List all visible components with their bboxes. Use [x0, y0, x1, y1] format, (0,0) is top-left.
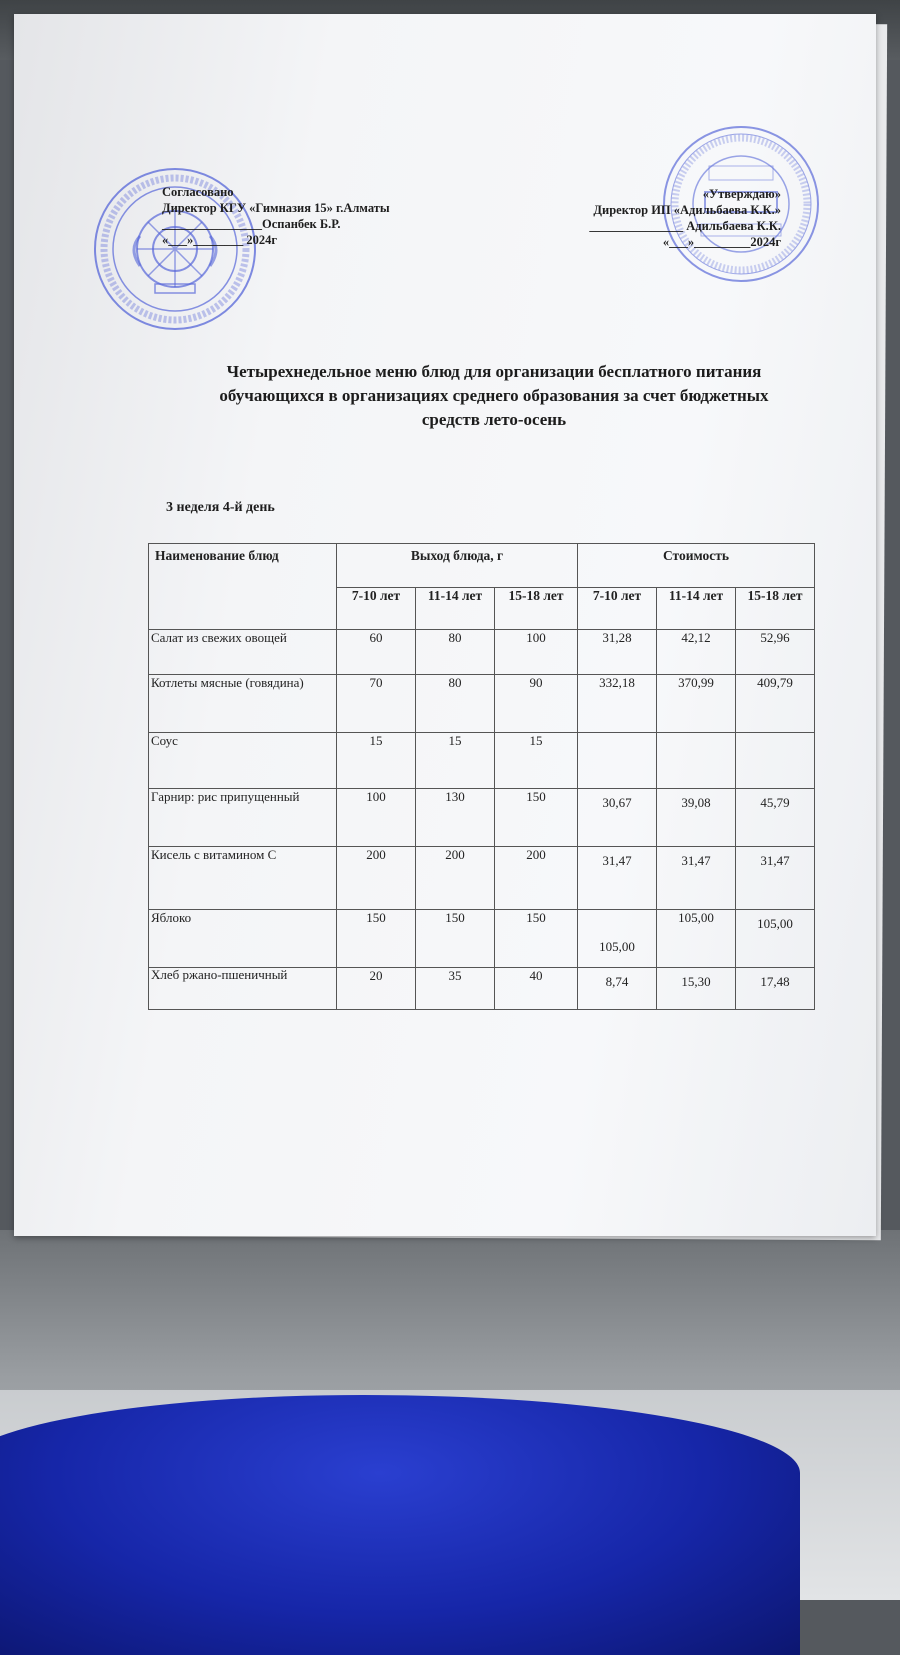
blue-cloth	[0, 1395, 800, 1655]
weight-cell: 200	[495, 847, 578, 910]
weight-cell: 200	[337, 847, 416, 910]
table-row	[149, 910, 815, 968]
cost-cell: 31,47	[657, 847, 736, 910]
table-row	[149, 630, 815, 675]
title-line2: обучающихся в организациях среднего образования за счет бюджетных	[219, 386, 769, 405]
cost-cell: 105,00	[657, 910, 736, 968]
cost-cell	[736, 733, 815, 789]
week-day-label: 3 неделя 4-й день	[166, 500, 275, 515]
cost-cell: 370,99	[657, 675, 736, 733]
weight-cell: 60	[337, 630, 416, 675]
approval-left-line2: Директор КГУ «Гимназия 15» г.Алматы	[162, 201, 390, 215]
weight-cell: 100	[495, 630, 578, 675]
weight-cell: 80	[416, 675, 495, 733]
weight-cell: 15	[416, 733, 495, 789]
approval-left-line3: ________________Оспанбек Б.Р.	[162, 217, 341, 231]
cost-cell: 17,48	[736, 968, 815, 1010]
age-header: 11-14 лет	[657, 588, 736, 630]
weight-cell: 70	[337, 675, 416, 733]
age-header: 15-18 лет	[495, 588, 578, 630]
table-row	[149, 847, 815, 910]
weight-cell: 150	[495, 789, 578, 847]
cost-cell	[578, 733, 657, 789]
cost-cell: 30,67	[578, 789, 657, 847]
weight-cell: 40	[495, 968, 578, 1010]
approval-right-line4: «___»_________2024г	[662, 235, 781, 249]
table-row	[149, 968, 815, 1010]
cost-cell: 39,08	[657, 789, 736, 847]
cost-cell: 409,79	[736, 675, 815, 733]
weight-cell: 150	[416, 910, 495, 968]
cost-cell: 52,96	[736, 630, 815, 675]
cost-cell	[657, 733, 736, 789]
dish-name: Котлеты мясные (говядина)	[149, 675, 337, 733]
weight-cell: 200	[416, 847, 495, 910]
approval-right-line3: _______________ Адильбаева К.К.	[589, 219, 781, 233]
age-header: 7-10 лет	[337, 588, 416, 630]
dish-name: Хлеб ржано-пшеничный	[149, 968, 337, 1010]
dish-name: Соус	[149, 733, 337, 789]
table-row	[149, 733, 815, 789]
weight-cell: 15	[337, 733, 416, 789]
header-weight: Выход блюда, г	[337, 544, 578, 588]
cost-cell: 332,18	[578, 675, 657, 733]
weight-cell: 150	[495, 910, 578, 968]
dish-name: Салат из свежих овощей	[149, 630, 337, 675]
dish-name: Кисель с витамином С	[149, 847, 337, 910]
cost-cell: 8,74	[578, 968, 657, 1010]
weight-cell: 100	[337, 789, 416, 847]
header-cost: Стоимость	[578, 544, 815, 588]
age-header: 11-14 лет	[416, 588, 495, 630]
cost-cell: 31,47	[736, 847, 815, 910]
header-dish-name: Наименование блюд	[149, 544, 337, 630]
dish-name: Яблоко	[149, 910, 337, 968]
approval-right-line1: «Утверждаю»	[702, 187, 781, 201]
cost-cell: 105,00	[736, 910, 815, 968]
weight-cell: 35	[416, 968, 495, 1010]
cost-cell: 31,28	[578, 630, 657, 675]
cost-cell: 42,12	[657, 630, 736, 675]
cost-cell: 15,30	[657, 968, 736, 1010]
weight-cell: 150	[337, 910, 416, 968]
approval-left-line4: «___»________ 2024г	[162, 233, 278, 247]
dish-name: Гарнир: рис припущенный	[149, 789, 337, 847]
approval-left-line1: Согласовано	[162, 185, 234, 199]
weight-cell: 130	[416, 789, 495, 847]
cost-cell: 105,00	[578, 910, 657, 968]
cost-cell: 45,79	[736, 789, 815, 847]
approval-right-line2: Директор ИП «Адильбаева К.К.»	[593, 203, 781, 217]
document-title	[164, 360, 824, 432]
age-header: 7-10 лет	[578, 588, 657, 630]
approval-right	[589, 186, 781, 250]
weight-cell: 80	[416, 630, 495, 675]
title-line1: Четырехнедельное меню блюд для организации бесплатного питания	[226, 362, 762, 381]
table-row	[149, 675, 815, 733]
weight-cell: 90	[495, 675, 578, 733]
table-row	[149, 789, 815, 847]
weight-cell: 15	[495, 733, 578, 789]
age-header: 15-18 лет	[736, 588, 815, 630]
approval-left	[162, 184, 390, 248]
document-page	[14, 14, 876, 1236]
cost-cell: 31,47	[578, 847, 657, 910]
title-line3: средств лето-осень	[421, 410, 567, 429]
weight-cell: 20	[337, 968, 416, 1010]
menu-table	[148, 543, 815, 1010]
